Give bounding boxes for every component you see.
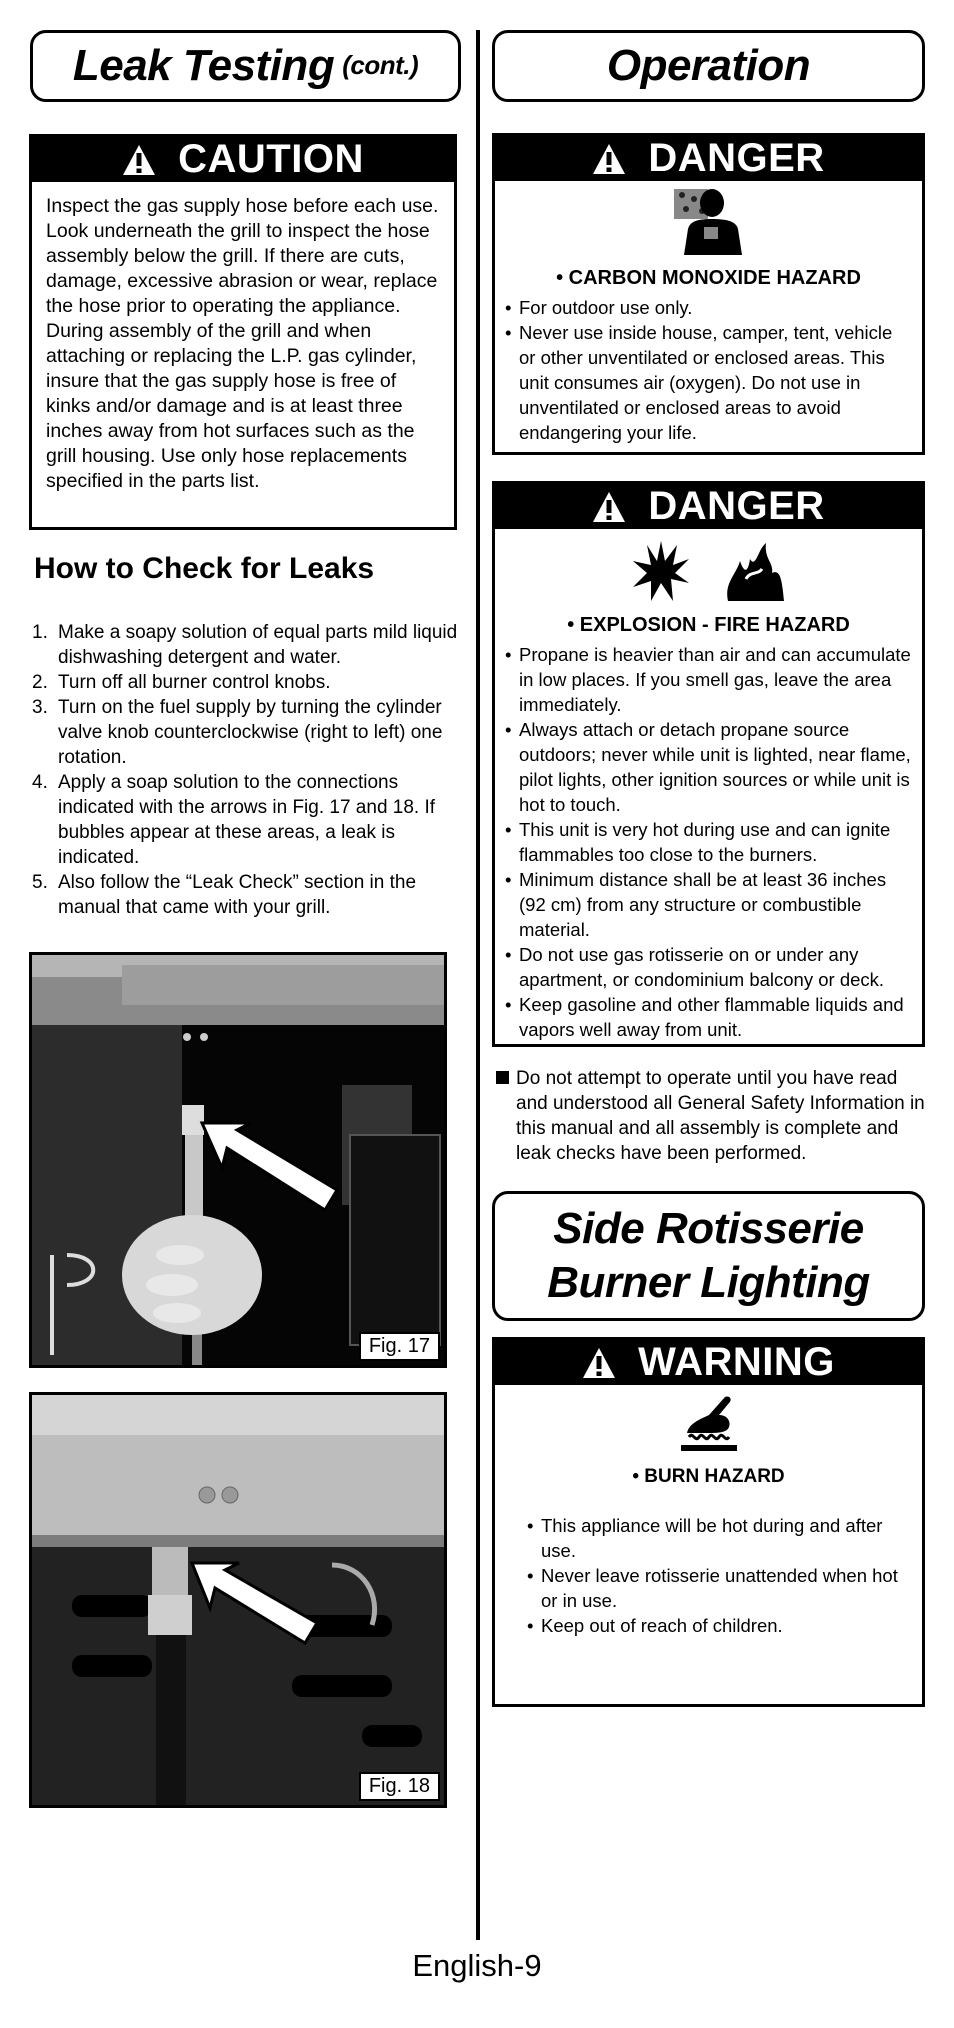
operate-note: Do not attempt to operate until you have read and understood all General Safety Information in this manual and all assembly is complete and leak checks have been performed. — [496, 1066, 926, 1166]
fig18-photo — [29, 1392, 447, 1808]
valve-connection-illustration — [32, 955, 444, 1365]
warning-header — [495, 1340, 922, 1385]
fig17-label: Fig. 17 — [359, 1332, 440, 1361]
hazard-title: • CARBON MONOXIDE HAZARD — [556, 267, 861, 289]
hot-surface-hand-icon — [677, 1393, 741, 1453]
step-item: 1. Make a soapy solution of equal parts mild liquid dishwashing detergent and water. — [32, 622, 458, 668]
operation-title: Operation — [492, 30, 925, 102]
fire-icon — [722, 539, 786, 603]
carbon-monoxide-person-icon — [674, 189, 744, 255]
bullet-item: • This unit is very hot during use and can ignite flammables too close to the burners. — [505, 817, 912, 867]
bullet-item: • For outdoor use only. — [505, 295, 912, 320]
fig18-label: Fig. 18 — [359, 1772, 440, 1801]
danger-header — [495, 484, 922, 529]
fig17-photo — [29, 952, 447, 1368]
bullet-item: • Keep out of reach of children. — [527, 1613, 912, 1638]
caution-text: Inspect the gas supply hose before each use. Look underneath the grill to inspect the hose assembly below the grill. If there are cuts, damage, excessive abrasion or wear, replace the hose prior to operating the appliance. During assembly of the grill and when attaching or replacing the L.P. gas cylinder, insure that the gas supply hose is free of kinks and/or damage and is at least three inches away from hot surfaces such as the grill housing. Use only hose replacements specified in the parts list. — [46, 195, 439, 492]
warning-box — [492, 1337, 925, 1707]
step-item: 2. Turn off all burner control knobs. — [32, 672, 331, 693]
bullet-item: • Minimum distance shall be at least 36 inches (92 cm) from any structure or combustible material. — [505, 867, 912, 942]
danger-bullets — [505, 642, 912, 1042]
hose-connection-illustration — [32, 1395, 444, 1805]
bullet-item: • Never leave rotisserie unattended when hot or in use. — [527, 1563, 912, 1613]
danger-header — [495, 136, 922, 181]
bullet-item: • Always attach or detach propane source outdoors; never while unit is lighted, near flame, pilot lights, other ignition sources or while unit is hot to touch. — [505, 717, 912, 817]
page-number: English-9 — [412, 1948, 542, 1983]
title-suffix: (cont.) — [342, 50, 419, 81]
caution-box — [29, 134, 457, 530]
caution-label: CAUTION — [178, 137, 364, 181]
danger-label: DANGER — [648, 484, 825, 528]
step-item: 4. Apply a soap solution to the connections indicated with the arrows in Fig. 17 and 18. If bubbles appear at these areas, a leak is indicated. — [32, 772, 436, 868]
bullet-item: • Keep gasoline and other flammable liquids and vapors well away from unit. — [505, 992, 912, 1042]
leak-check-steps — [32, 620, 464, 920]
danger-fire-box — [492, 481, 925, 1047]
danger-label: DANGER — [648, 136, 825, 180]
warning-triangle-icon — [582, 1347, 616, 1379]
hazard-title: • EXPLOSION - FIRE HAZARD — [567, 614, 850, 636]
step-item: 5. Also follow the “Leak Check” section in the manual that came with your grill. — [32, 872, 417, 918]
warning-triangle-icon — [122, 144, 156, 176]
column-divider — [476, 30, 480, 1940]
caution-header — [32, 137, 454, 182]
hazard-title: • BURN HAZARD — [632, 1466, 785, 1487]
warning-label: WARNING — [638, 1340, 835, 1384]
warning-triangle-icon — [592, 143, 626, 175]
bullet-item: • Propane is heavier than air and can accumulate in low places. If you smell gas, leave the area immediately. — [505, 642, 912, 717]
danger-bullets — [505, 295, 912, 445]
step-item: 3. Turn on the fuel supply by turning the cylinder valve knob counterclockwise (right to left) one rotation. — [32, 697, 443, 768]
bullet-item: • Never use inside house, camper, tent, vehicle or other unventilated or enclosed areas. This unit consumes air (oxygen). Do not use in unventilated or enclosed areas to avoid endangering your life. — [505, 320, 912, 445]
danger-co-box — [492, 133, 925, 455]
side-rotisserie-title: Side Rotisserie Burner Lighting — [492, 1191, 925, 1321]
leak-testing-title: Leak Testing (cont.) — [30, 30, 461, 102]
warning-bullets — [527, 1513, 912, 1638]
bullet-item: • This appliance will be hot during and after use. — [527, 1513, 912, 1563]
square-bullet-icon — [496, 1066, 516, 1091]
warning-triangle-icon — [592, 491, 626, 523]
explosion-icon — [631, 539, 691, 603]
how-to-check-heading: How to Check for Leaks — [34, 552, 375, 585]
bullet-item: • Do not use gas rotisserie on or under any apartment, or condominium balcony or deck. — [505, 942, 912, 992]
